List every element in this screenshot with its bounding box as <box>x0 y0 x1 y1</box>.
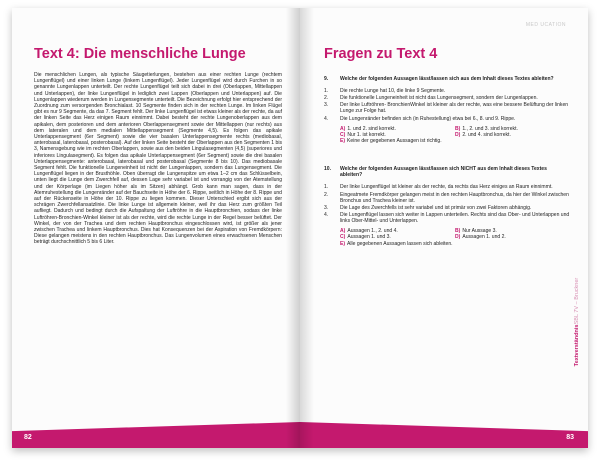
question-number: 9. <box>324 76 329 82</box>
question-prompt <box>324 76 570 82</box>
option-letter: B) <box>455 227 461 234</box>
statement-number: 2. <box>324 95 329 102</box>
statement <box>324 116 570 122</box>
statement-number: 1. <box>324 88 329 95</box>
question-10 <box>324 166 570 247</box>
option-letter: A) <box>340 125 346 132</box>
statement-text: Die rechte Lunge hat 10, die linke 9 Segmente. <box>340 88 446 95</box>
logo-text: MED UCATION <box>525 22 566 28</box>
option-text: 1., 2. und 3. sind korrekt. <box>462 125 518 132</box>
statement-text: Die funktionelle Lungeneinheit ist nicht das Lungensegment, sondern der Lungenlappen. <box>340 95 538 102</box>
text-title: Text 4: Die menschliche Lunge <box>34 46 246 62</box>
statement-text: Die Lungenflügel lassen sich weiter in Lappen unterteilen. Rechts sind das Ober- und Unterlappen und links Ober-Mittel- und Unterlappen. <box>340 211 570 224</box>
statement <box>324 88 570 94</box>
answer-option-e[interactable] <box>340 241 570 247</box>
question-text: Welche der folgenden Aussagen lässt/lassen sich aus dem Inhalt dieses Textes ableiten? <box>340 76 554 82</box>
option-text: Alle gegebenen Aussagen lassen sich ableiten. <box>347 240 453 247</box>
option-letter: B) <box>455 125 461 132</box>
option-letter: C) <box>340 132 346 139</box>
option-letter: C) <box>340 234 346 241</box>
option-letter: E) <box>340 240 346 247</box>
statement-text: Der linke Lungenflügel ist kleiner als der rechte, da rechts das Herz einiges an Raum einnimmt. <box>340 184 553 191</box>
question-prompt <box>324 166 570 178</box>
option-text: Aussagen 1., 2. und 4. <box>347 227 398 234</box>
text-body: Die menschlichen Lungen, als typische Säugetierlungen, bestehen aus einer rechten Lunge (rechtem Lungenflügel) und einer linken Lunge (linkem Lungenflügel). Jeder Lungenflügel wird durch Furchen in so genannte Lungenlappen unterteilt. Der rechte Lungenflügel teilt sich dabei in drei (Oberlappen, Mittellappen und Unterlappen), der linke Lungenflügel in lediglich zwei Lappen (Oberlappen und Unterlappen) auf. Die Lungenlappen wiederum werden in Lungensegmente unterteilt. Die Bezeichnung erfolgt hier entsprechend der Zuordnung zum versorgenden Bronchialast. 10 Segmente finden sich in der rechten Lunge. Im linken Flügel gibt es nur 9 Segmente, da das 7. Segment fehlt. Der linke Lungenflügel ist etwas kleiner als der rechte, da auf der linken Seite das Herz einigen Raum einnimmt. Dabei besteht der rechte Lungenoberlappen aus dem apikalen, dem posterioren und dem anterioren Oberlappensegment sowie der Mittellappen (nur rechts) aus dem lateralen und dem medialen Mittellappensegment (Segmente 4,5). Es folgen das apikale Unterlappensegment (6er Segment) sowie die vier basalen Unterlappensegmente rechts (mediobasal, anterobasal, laterobasal, posterobasal). Auf der linken Seite besteht der Oberlappen aus den Segmenten 1 bis 3, Namensgebung wie im rechten Oberlappen, sowie aus den beiden Lingulasegmenten (4,5) (superiores und inferiores Lingulasegment). Es folgen das apikale Unterlappensegment (6er Segment) sowie die drei basalen Unterlappensegmente: anterobasal, laterobasal und posterobasal (Segmente 8 bis 10). Das mediobasale Segment fehlt. Die funktionelle Lungeneinheit ist nicht der Lungenlappen, sondern das Lungensegment. Die Lungenflügel liegen in der Brusthöhle. Oben überragt die Lungenspitze um etwa 1–2 cm das Schlüsselbein, unten liegt die Lunge dem Zwerchfell auf, dessen Lage sehr variabel ist und vorrangig von der Atemstellung und der Körperlage (im Liegen höher als im Sitzen) abhängt. Grob kann man sagen, dass in der Atemruhestellung die Lungenränder auf der Bauchseite in Höhe der 6. Rippe, seitlich in Höhe der 8. Rippe und auf der Rückenseite in Höhe der 10. Rippe zu liegen kommen. Dieser Unterschied ergibt sich aus der schrägen Zwerchfellansatzlinie. Die linke Lunge ist allgemein kleiner, weil ihr das Herz zum größten Teil aufliegt. Dadurch und bedingt durch die Aufspaltung der Luftröhre in die Hauptbronchien, sodass der linke Luftröhren-Bronchien-Winkel kleiner ist als der rechte, wird die rechte Lunge in der Regel besser belüftet. Der Winkel, der von der Trachea und dem rechten Hauptbronchus eingeschlossen wird, ist größer als jener zwischen Trachea und linkem Hauptbronchus. Dies hat Konsequenzen bei der Aspiration von Fremdkörpern: Diese gelangen meistens in den rechten Hauptbronchus. Das Lungenvolumen eines erwachsenen Menschen beträgt durchschnittlich 5 bis 6 Liter. <box>34 72 282 246</box>
statement-text: Die Lage des Zwerchfells ist sehr variabel und ist primär von zwei Faktoren abhängig. <box>340 204 532 211</box>
statement <box>324 102 570 114</box>
book-spread <box>12 8 588 448</box>
option-letter: D) <box>455 132 461 139</box>
section-label: Textverständnis <box>574 324 580 367</box>
answer-option-e[interactable] <box>340 138 570 144</box>
option-text: Aussagen 1. und 2. <box>462 234 506 241</box>
option-text: Nur 1. ist korrekt. <box>347 132 386 139</box>
left-footer-band <box>12 422 300 448</box>
publisher-logo <box>526 22 566 28</box>
page-number-left: 82 <box>24 434 32 441</box>
statement-text: Die Lungenränder befinden sich (in Ruhestellung) etwa bei 6., 8. und 9. Rippe. <box>340 115 516 122</box>
statement-number: 2. <box>324 191 329 198</box>
statement <box>324 95 570 101</box>
option-text: Keine der gegebenen Aussagen ist richtig. <box>347 138 442 145</box>
statement-number: 1. <box>324 184 329 191</box>
option-letter: D) <box>455 234 461 241</box>
right-page <box>300 8 588 448</box>
answer-options <box>324 126 570 145</box>
page-number-right: 83 <box>566 434 574 441</box>
statement-number: 4. <box>324 115 329 122</box>
question-text: Welche der folgenden Aussagen lässt/lassen sich NICHT aus dem Inhalt dieses Textes ableiten? <box>340 166 547 179</box>
statement <box>324 212 570 224</box>
statement <box>324 184 570 190</box>
statement-number: 3. <box>324 102 329 109</box>
option-letter: E) <box>340 138 346 145</box>
statement-text: Eingeatmete Fremdkörper gelangen meist in den rechten Hauptbronchus, da hier der Winkel zwischen Bronchus und Trachea kleiner ist. <box>340 191 569 204</box>
left-page <box>12 8 300 448</box>
statement-text: Der linke Luftröhren- BronchienWinkel ist kleiner als der rechte, was eine bessere Belüftung der linken Lunge zur Folge hat. <box>340 102 569 115</box>
option-letter: A) <box>340 227 346 234</box>
answer-options <box>324 228 570 247</box>
option-text: 1. und 2. sind korrekt. <box>347 125 396 132</box>
option-text: 2. und 4. sind korrekt. <box>462 132 511 139</box>
statement-number: 4. <box>324 211 329 218</box>
question-number: 10. <box>324 166 332 172</box>
question-9 <box>324 76 570 145</box>
option-text: Nur Aussage 3. <box>462 227 497 234</box>
statement-number: 3. <box>324 204 329 211</box>
right-footer-band <box>300 422 588 448</box>
option-text: Aussagen 1. und 3. <box>347 234 391 241</box>
section-side-label <box>574 278 580 366</box>
statement <box>324 205 570 211</box>
questions-title: Fragen zu Text 4 <box>324 46 438 62</box>
series-label: SBL 7V – Bruckner <box>574 278 580 325</box>
statement <box>324 192 570 204</box>
